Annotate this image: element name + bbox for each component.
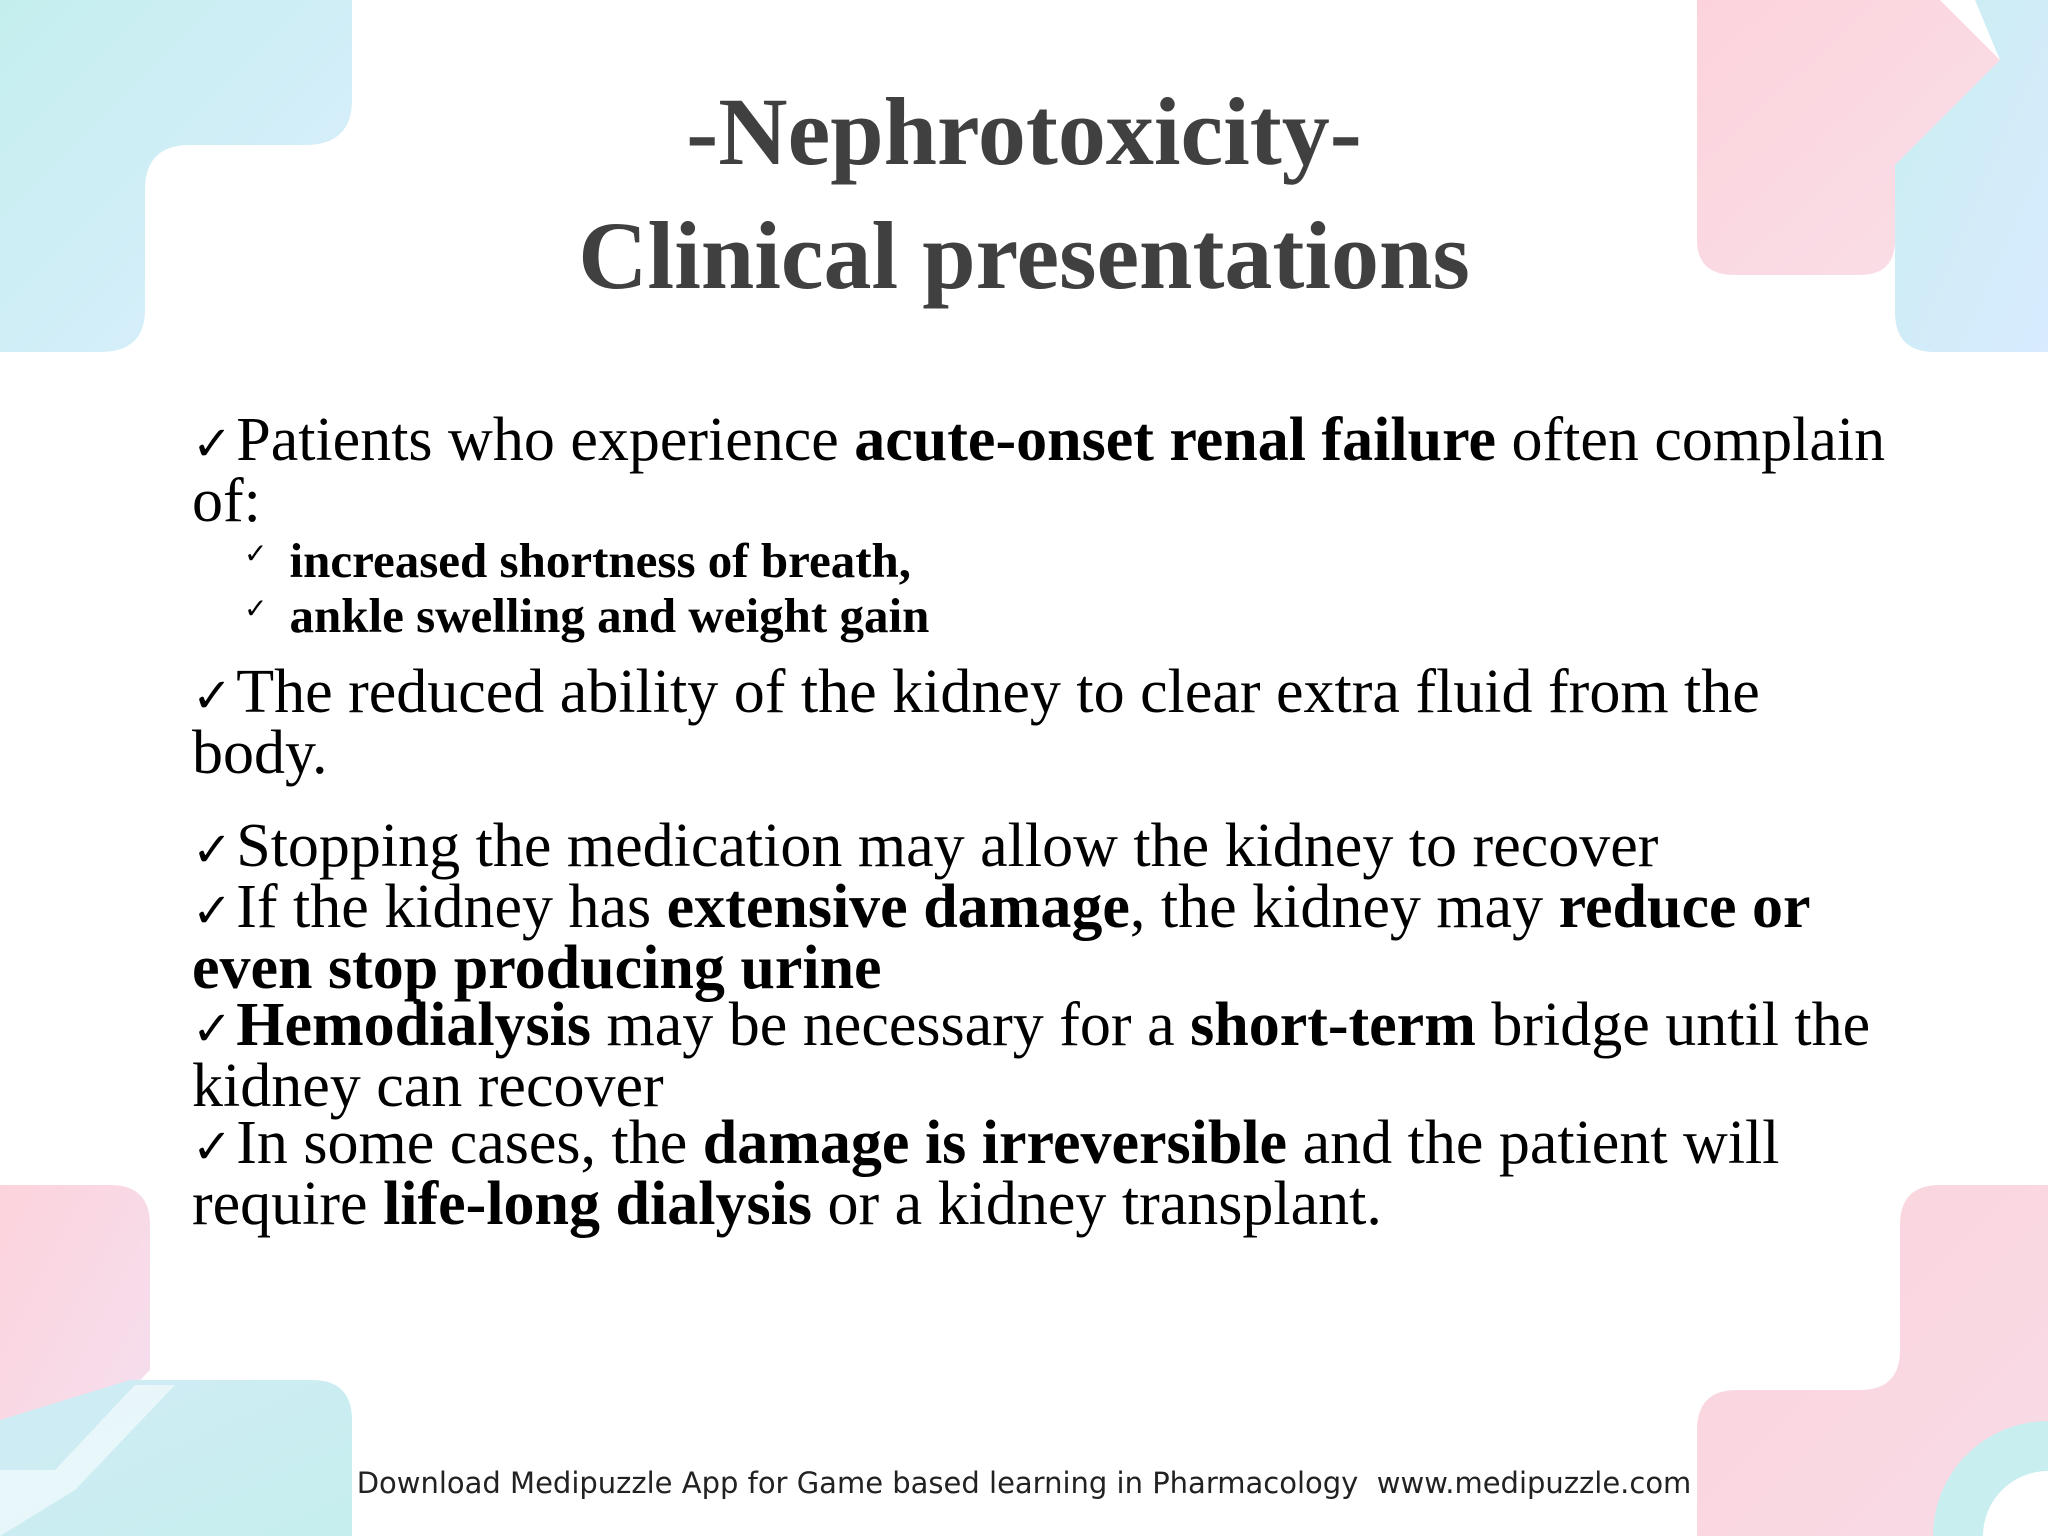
bullet-bold-segment: acute-onset renal failure xyxy=(854,406,1496,474)
check-icon: ✓ xyxy=(192,1001,233,1057)
bullet-text-segment: or a kidney transplant. xyxy=(811,1170,1382,1238)
bullet-text xyxy=(192,812,1892,880)
sub-bullet-item xyxy=(192,530,1892,588)
sub-bullet-text: increased shortness of breath, xyxy=(289,533,912,588)
bullet-bold-segment: short-term xyxy=(1190,991,1476,1059)
check-icon: ✓ xyxy=(244,537,268,570)
bullet-text xyxy=(192,406,1892,535)
bullet-text xyxy=(192,1109,1892,1238)
check-icon: ✓ xyxy=(192,416,233,472)
check-icon: ✓ xyxy=(192,1119,233,1175)
footer-promo-text: Download Medipuzzle App for Game based learning in Pharmacology www.medipuzzle.com xyxy=(356,1466,1692,1500)
bullet-text-segment: and the patient will require xyxy=(192,1109,1780,1238)
bullet-bold-segment: extensive damage xyxy=(666,873,1130,941)
bullet-text xyxy=(192,873,1892,1002)
bullet-block-reduced-ability xyxy=(192,658,1892,787)
bullet-text-segment: often complain of: xyxy=(192,406,1886,535)
bullet-text-segment: may be necessary for a xyxy=(591,991,1191,1059)
bullet-text-segment: Stopping the medication may allow the kidney to recover xyxy=(236,812,1659,880)
bullet-block-acute-renal-failure xyxy=(192,406,1892,643)
bullet-bold-segment: damage is irreversible xyxy=(702,1109,1288,1177)
check-icon: ✓ xyxy=(244,592,268,625)
bullet-text-segment: Patients who experience xyxy=(236,406,855,474)
check-icon: ✓ xyxy=(192,822,233,878)
bullet-group-recovery xyxy=(192,812,1892,1238)
sub-bullet-text: ankle swelling and weight gain xyxy=(289,588,930,643)
bullet-text xyxy=(192,991,1892,1120)
title-line-1: -Nephrotoxicity- xyxy=(686,78,1362,185)
bullet-text xyxy=(192,658,1892,787)
bullet-bold-segment: life-long dialysis xyxy=(383,1170,812,1238)
bullet-text-segment: If the kidney has xyxy=(236,873,667,941)
sub-bullet-item xyxy=(192,585,1892,643)
bullet-text-segment: bridge until the kidney can recover xyxy=(192,991,1871,1120)
bullet-text-segment: The reduced ability of the kidney to clear extra fluid from the body. xyxy=(192,658,1760,787)
check-icon: ✓ xyxy=(192,668,233,724)
bullet-text-segment: In some cases, the xyxy=(236,1109,703,1177)
title-line-2: Clinical presentations xyxy=(578,202,1470,309)
bullet-bold-segment: reduce or even stop producing urine xyxy=(192,873,1810,1002)
bullet-bold-segment: Hemodialysis xyxy=(236,991,592,1059)
bullet-text-segment: , the kidney may xyxy=(1129,873,1559,941)
check-icon: ✓ xyxy=(192,883,233,939)
